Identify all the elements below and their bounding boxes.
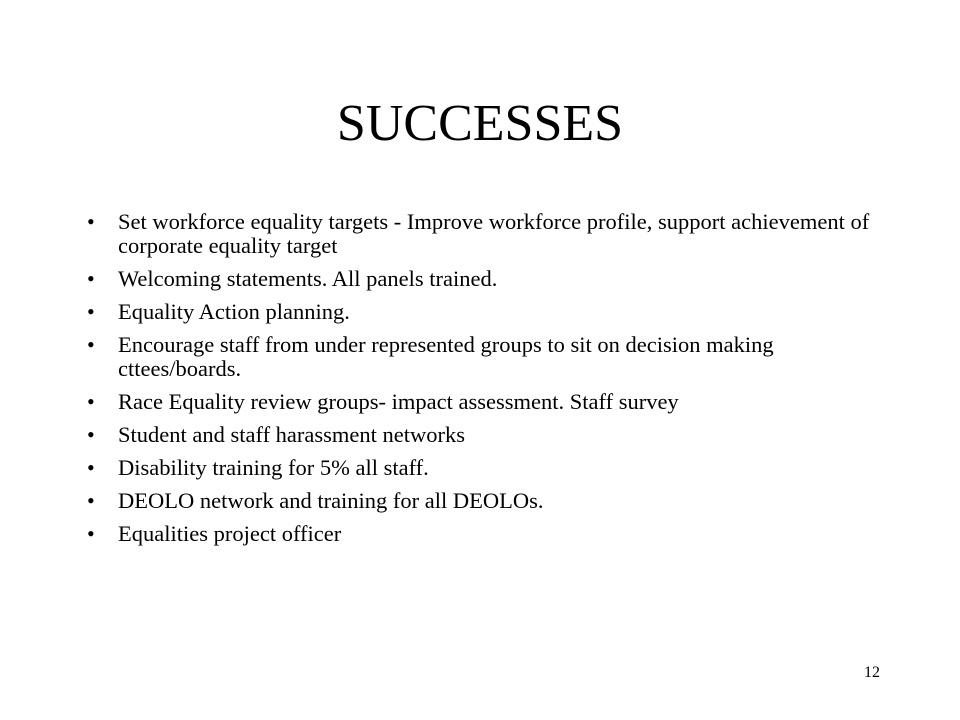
bullet-icon: • — [87, 299, 95, 324]
bullet-item — [82, 390, 872, 414]
bullet-item — [82, 522, 872, 546]
bullet-text: Equality Action planning. — [118, 299, 350, 324]
page-number: 12 — [864, 664, 880, 681]
bullet-icon: • — [87, 488, 95, 513]
bullet-icon: • — [87, 455, 95, 480]
bullet-item — [82, 456, 872, 480]
bullet-item — [82, 267, 872, 291]
bullet-icon: • — [87, 389, 95, 414]
bullet-list — [82, 210, 872, 555]
bullet-item — [82, 210, 872, 258]
bullet-item — [82, 300, 872, 324]
bullet-icon: • — [87, 521, 95, 546]
bullet-text: DEOLO network and training for all DEOLOs. — [118, 488, 544, 513]
bullet-text: Welcoming statements. All panels trained. — [118, 266, 498, 291]
bullet-icon: • — [87, 209, 95, 234]
bullet-item — [82, 423, 872, 447]
bullet-icon: • — [87, 332, 95, 357]
bullet-item — [82, 489, 872, 513]
bullet-text: Disability training for 5% all staff. — [118, 455, 429, 480]
bullet-text: Set workforce equality targets - Improve workforce profile, support achievement of corporate equality target — [118, 209, 870, 258]
bullet-icon: • — [87, 266, 95, 291]
bullet-item — [82, 333, 872, 381]
bullet-text: Equalities project officer — [118, 521, 342, 546]
bullet-text: Race Equality review groups- impact assessment. Staff survey — [118, 389, 679, 414]
bullet-text: Encourage staff from under represented groups to sit on decision making cttees/boards. — [118, 332, 774, 381]
slide-title: SUCCESSES — [336, 95, 624, 152]
bullet-icon: • — [87, 422, 95, 447]
bullet-text: Student and staff harassment networks — [118, 422, 466, 447]
